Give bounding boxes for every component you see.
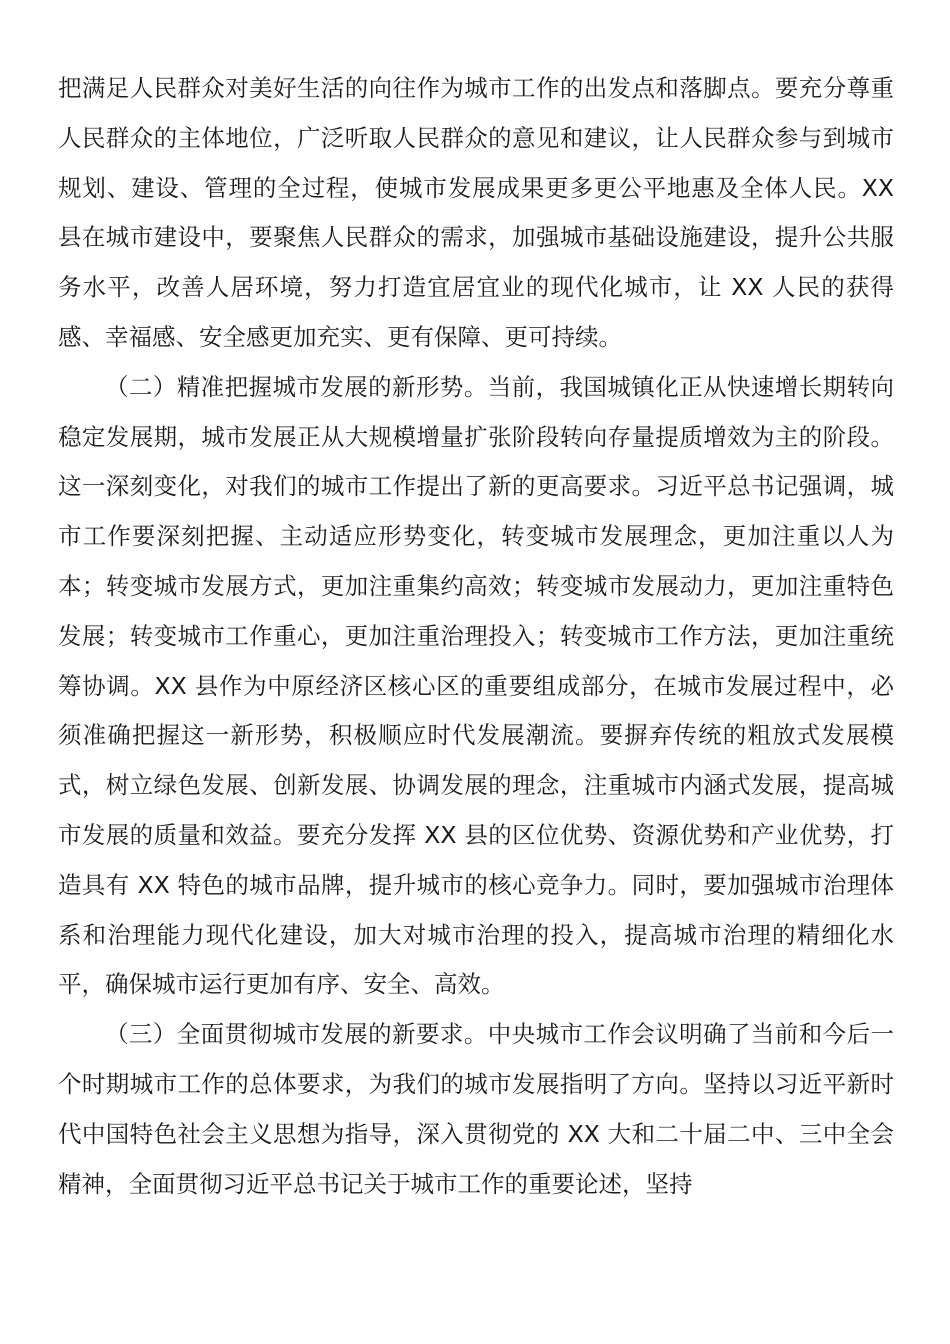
document-body [58, 64, 894, 1209]
paragraph-section-3: （三）全面贯彻城市发展的新要求。中央城市工作会议明确了当前和今后一个时期城市工作的总体要求，为我们的城市发展指明了方向。坚持以习近平新时代中国特色社会主义思想为指导，深入贯彻党的 XX 大和二十届二中、三中全会精神，全面贯彻习近平总书记关于城市工作的重要论述，坚持 [58, 1020, 894, 1198]
paragraph-section-2: （二）精准把握城市发展的新形势。当前，我国城镇化正从快速增长期转向稳定发展期，城市发展正从大规模增量扩张阶段转向存量提质增效为主的阶段。这一深刻变化，对我们的城市工作提出了新的更高要求。习近平总书记强调，城市工作要深刻把握、主动适应形势变化，转变城市发展理念，更加注重以人为本；转变城市发展方式，更加注重集约高效；转变城市发展动力，更加注重特色发展；转变城市工作重心，更加注重治理投入；转变城市工作方法，更加注重统筹协调。XX 县作为中原经济区核心区的重要组成部分，在城市发展过程中，必须准确把握这一新形势，积极顺应时代发展潮流。要摒弃传统的粗放式发展模式，树立绿色发展、创新发展、协调发展的理念，注重城市内涵式发展，提高城市发展的质量和效益。要充分发挥 XX 县的区位优势、资源优势和产业优势，打造具有 XX 特色的城市品牌，提升城市的核心竞争力。同时，要加强城市治理体系和治理能力现代化建设，加大对城市治理的投入，提高城市治理的精细化水平，确保城市运行更加有序、安全、高效。 [58, 372, 894, 999]
paragraph-continuation: 把满足人民群众对美好生活的向往作为城市工作的出发点和落脚点。要充分尊重人民群众的主体地位，广泛听取人民群众的意见和建议，让人民群众参与到城市规划、建设、管理的全过程，使城市发展成果更多更公平地惠及全体人民。XX 县在城市建设中，要聚焦人民群众的需求，加强城市基础设施建设，提升公共服务水平，改善人居环境，努力打造宜居宜业的现代化城市，让 XX 人民的获得感、幸福感、安全感更加充实、更有保障、更可持续。 [58, 74, 894, 351]
